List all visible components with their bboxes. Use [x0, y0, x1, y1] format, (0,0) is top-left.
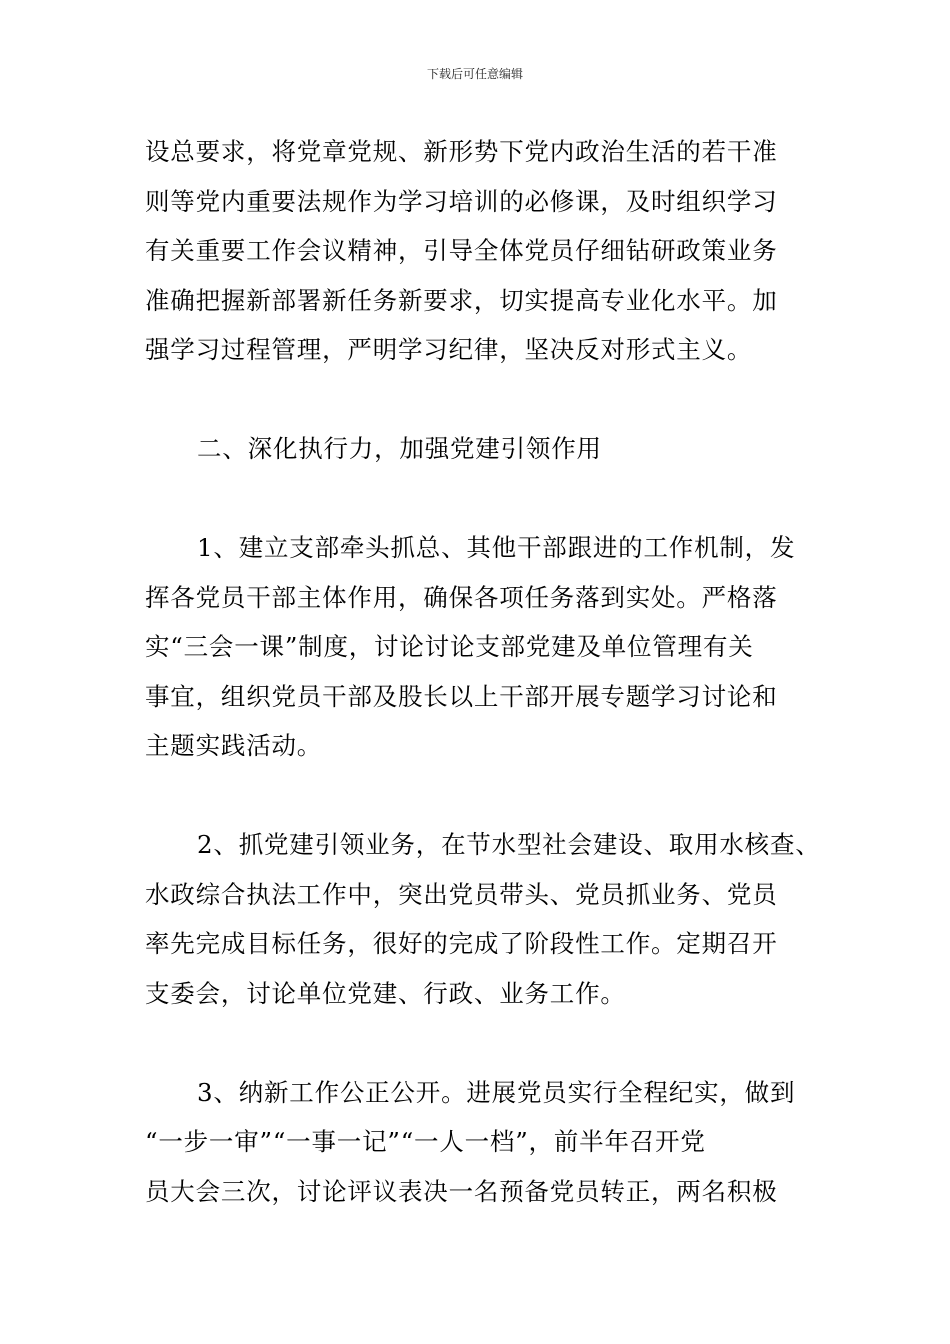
text-line: 强学习过程管理，严明学习纪律，坚决反对形式主义。	[145, 335, 753, 364]
heading-line: 二、深化执行力，加强党建引领作用	[197, 434, 602, 463]
text-line: 2、抓党建引领业务，在节水型社会建设、取用水核查、	[197, 830, 821, 859]
text-line: 水政综合执法工作中，突出党员带头、党员抓业务、党员	[145, 879, 778, 909]
paragraph-item-1	[145, 523, 820, 771]
paragraph-1	[145, 127, 820, 375]
paragraph-item-3	[145, 1068, 820, 1217]
page-header: 下载后可任意编辑	[426, 67, 523, 81]
text-line: “一步一审”“一事一记”“一人一档”，前半年召开党	[145, 1127, 706, 1156]
text-line: 3、纳新工作公正公开。进展党员实行全程纪实，做到	[197, 1077, 796, 1107]
text-line: 事宜，组织党员干部及股长以上干部开展专题学习讨论和	[145, 681, 778, 711]
text-line: 则等党内重要法规作为学习培训的必修课，及时组织学习	[145, 186, 778, 216]
text-line: 支委会，讨论单位党建、行政、业务工作。	[145, 978, 626, 1008]
text-line: 有关重要工作会议精神，引导全体党员仔细钻研政策业务	[145, 236, 778, 265]
text-line: 设总要求，将党章党规、新形势下党内政治生活的若干准	[145, 137, 778, 166]
text-line: 主题实践活动。	[145, 731, 323, 760]
text-line: 率先完成目标任务，很好的完成了阶段性工作。定期召开	[145, 929, 778, 958]
text-line: 准确把握新部署新任务新要求，切实提高专业化水平。加	[145, 285, 778, 315]
text-line: 1、建立支部牵头抓总、其他干部跟进的工作机制，发	[197, 533, 796, 562]
document-body	[145, 127, 820, 1216]
text-line: 挥各党员干部主体作用，确保各项任务落到实处。严格落	[145, 582, 778, 612]
text-line: 实“三会一课”制度，讨论讨论支部党建及单位管理有关	[145, 632, 754, 661]
section-heading	[145, 424, 820, 474]
paragraph-item-2	[145, 820, 820, 1018]
text-line: 员大会三次，讨论评议表决一名预备党员转正，两名积极	[145, 1176, 778, 1206]
